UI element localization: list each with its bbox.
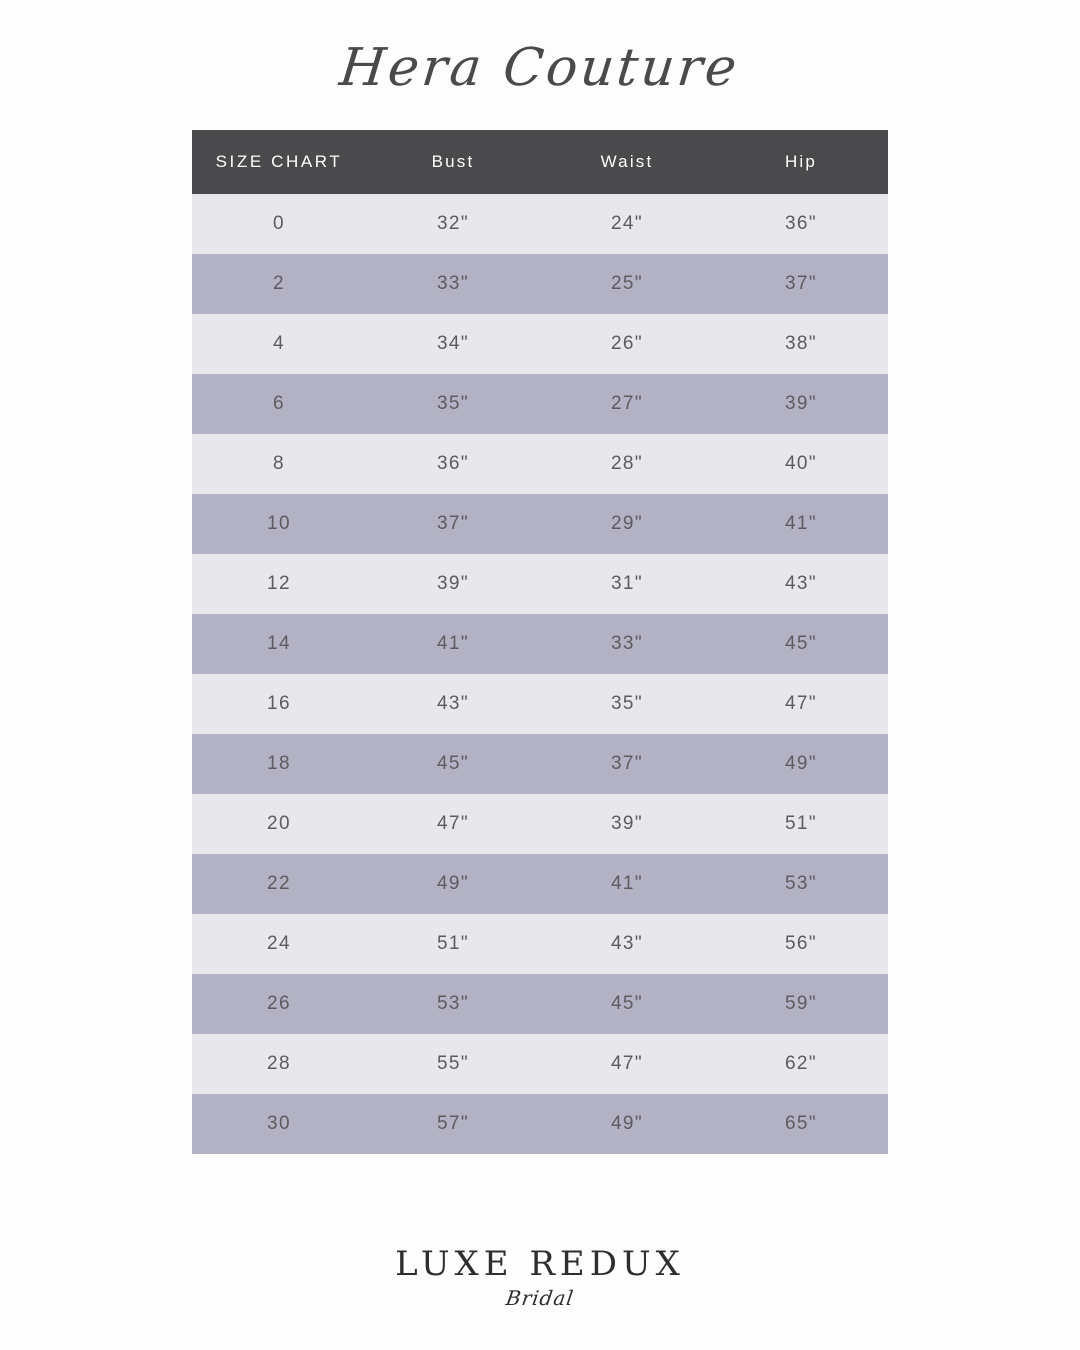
- cell-bust: 36": [366, 434, 540, 494]
- cell-hip: 49": [714, 734, 888, 794]
- cell-waist: 49": [540, 1094, 714, 1154]
- cell-bust: 34": [366, 314, 540, 374]
- cell-size: 22: [192, 854, 366, 914]
- table-row: [192, 314, 888, 374]
- cell-bust: 37": [366, 494, 540, 554]
- cell-bust: 33": [366, 254, 540, 314]
- cell-waist: 27": [540, 374, 714, 434]
- cell-waist: 33": [540, 614, 714, 674]
- table-row: [192, 554, 888, 614]
- table-row: [192, 434, 888, 494]
- cell-bust: 32": [366, 194, 540, 254]
- cell-hip: 41": [714, 494, 888, 554]
- cell-size: 14: [192, 614, 366, 674]
- cell-waist: 47": [540, 1034, 714, 1094]
- cell-size: 4: [192, 314, 366, 374]
- size-chart-table-wrapper: [192, 130, 888, 1154]
- cell-waist: 26": [540, 314, 714, 374]
- cell-hip: 38": [714, 314, 888, 374]
- size-chart-table: [192, 130, 888, 1154]
- page-title: Hera Couture: [337, 38, 743, 98]
- cell-hip: 43": [714, 554, 888, 614]
- cell-size: 20: [192, 794, 366, 854]
- table-row: [192, 254, 888, 314]
- cell-hip: 40": [714, 434, 888, 494]
- cell-bust: 35": [366, 374, 540, 434]
- column-header-waist: Waist: [540, 130, 714, 194]
- table-header: [192, 130, 888, 194]
- column-header-bust: Bust: [366, 130, 540, 194]
- cell-waist: 43": [540, 914, 714, 974]
- cell-bust: 53": [366, 974, 540, 1034]
- cell-hip: 62": [714, 1034, 888, 1094]
- table-header-row: [192, 130, 888, 194]
- cell-waist: 31": [540, 554, 714, 614]
- cell-hip: 59": [714, 974, 888, 1034]
- cell-hip: 45": [714, 614, 888, 674]
- cell-hip: 53": [714, 854, 888, 914]
- cell-hip: 39": [714, 374, 888, 434]
- cell-size: 28: [192, 1034, 366, 1094]
- cell-size: 30: [192, 1094, 366, 1154]
- cell-hip: 47": [714, 674, 888, 734]
- cell-hip: 65": [714, 1094, 888, 1154]
- cell-size: 24: [192, 914, 366, 974]
- cell-waist: 35": [540, 674, 714, 734]
- cell-bust: 39": [366, 554, 540, 614]
- cell-waist: 39": [540, 794, 714, 854]
- cell-hip: 56": [714, 914, 888, 974]
- cell-hip: 36": [714, 194, 888, 254]
- cell-bust: 49": [366, 854, 540, 914]
- cell-waist: 29": [540, 494, 714, 554]
- table-row: [192, 854, 888, 914]
- cell-waist: 25": [540, 254, 714, 314]
- footer-logo-main: LUXE REDUX: [395, 1244, 685, 1284]
- footer-logo: [0, 1244, 1080, 1310]
- cell-size: 0: [192, 194, 366, 254]
- cell-size: 2: [192, 254, 366, 314]
- cell-waist: 37": [540, 734, 714, 794]
- cell-hip: 51": [714, 794, 888, 854]
- cell-size: 26: [192, 974, 366, 1034]
- cell-size: 6: [192, 374, 366, 434]
- footer-logo-sub: Bridal: [504, 1286, 576, 1310]
- cell-size: 8: [192, 434, 366, 494]
- cell-size: 10: [192, 494, 366, 554]
- table-row: [192, 374, 888, 434]
- table-row: [192, 1034, 888, 1094]
- cell-waist: 24": [540, 194, 714, 254]
- cell-bust: 47": [366, 794, 540, 854]
- cell-bust: 41": [366, 614, 540, 674]
- cell-bust: 57": [366, 1094, 540, 1154]
- table-row: [192, 734, 888, 794]
- table-row: [192, 794, 888, 854]
- cell-bust: 43": [366, 674, 540, 734]
- cell-waist: 45": [540, 974, 714, 1034]
- column-header-size: SIZE CHART: [192, 130, 366, 194]
- cell-hip: 37": [714, 254, 888, 314]
- table-row: [192, 614, 888, 674]
- cell-bust: 55": [366, 1034, 540, 1094]
- table-row: [192, 494, 888, 554]
- table-row: [192, 674, 888, 734]
- column-header-hip: Hip: [714, 130, 888, 194]
- cell-size: 16: [192, 674, 366, 734]
- cell-waist: 28": [540, 434, 714, 494]
- table-row: [192, 974, 888, 1034]
- cell-bust: 45": [366, 734, 540, 794]
- table-row: [192, 194, 888, 254]
- table-row: [192, 914, 888, 974]
- cell-size: 12: [192, 554, 366, 614]
- table-row: [192, 1094, 888, 1154]
- cell-waist: 41": [540, 854, 714, 914]
- cell-bust: 51": [366, 914, 540, 974]
- table-body: [192, 194, 888, 1154]
- cell-size: 18: [192, 734, 366, 794]
